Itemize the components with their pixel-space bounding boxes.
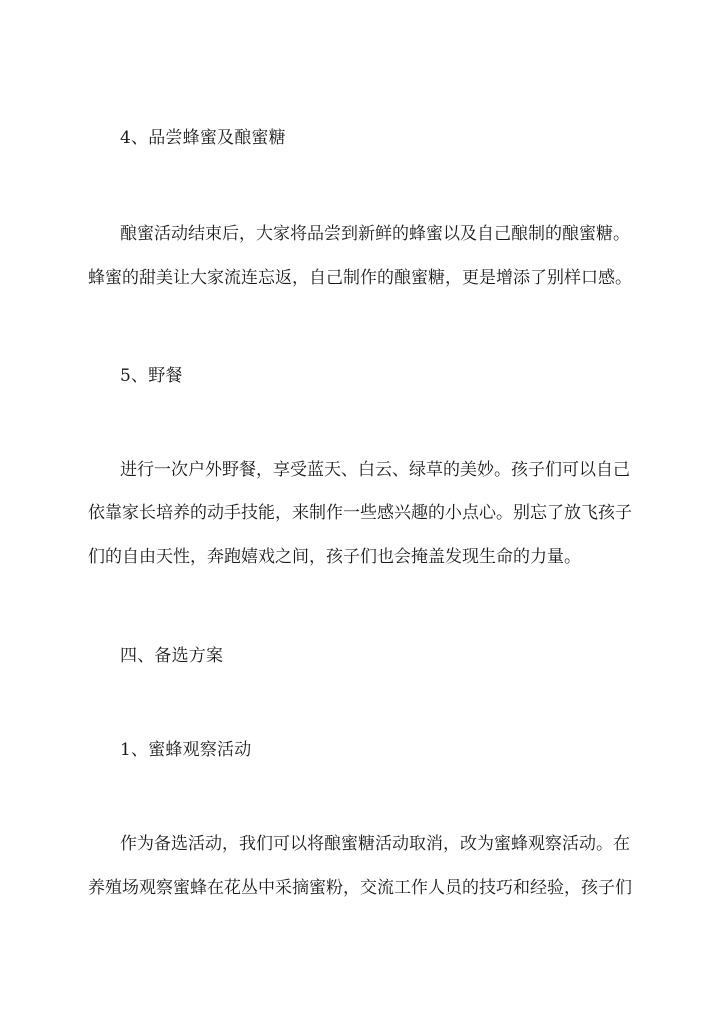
paragraph-line: 们的自由天性，奔跑嬉戏之间，孩子们也会掩盖发现生命的力量。 [88, 547, 581, 567]
paragraph-line: 进行一次户外野餐，享受蓝天、白云、绿草的美妙。孩子们可以自己 [120, 460, 630, 480]
paragraph-line: 作为备选活动，我们可以将酿蜜糖活动取消，改为蜜蜂观察活动。在 [120, 834, 630, 854]
section-heading-1: 1、蜜蜂观察活动 [120, 740, 252, 760]
section-heading-alternative-plan: 四、备选方案 [120, 646, 224, 666]
section-heading-5: 5、野餐 [120, 366, 183, 386]
paragraph-line: 酿蜜活动结束后，大家将品尝到新鲜的蜂蜜以及自己酿制的酿蜜糖。 [120, 224, 630, 244]
paragraph-line: 养殖场观察蜜蜂在花丛中采摘蜜粉，交流工作人员的技巧和经验，孩子们 [88, 878, 632, 898]
paragraph-line: 蜂蜜的甜美让大家流连忘返，自己制作的酿蜜糖，更是增添了别样口感。 [88, 268, 632, 288]
paragraph-line: 依靠家长培养的动手技能，来制作一些感兴趣的小点心。别忘了放飞孩子 [88, 503, 632, 523]
section-heading-4: 4、品尝蜂蜜及酿蜜糖 [120, 128, 286, 148]
